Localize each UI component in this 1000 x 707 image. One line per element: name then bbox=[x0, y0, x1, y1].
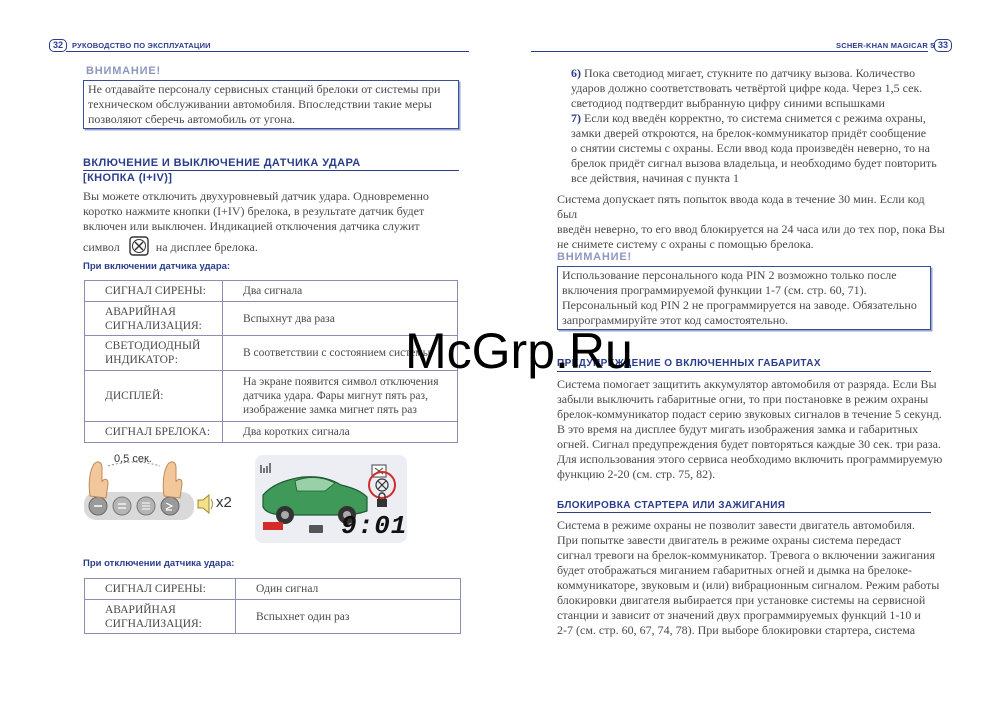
table-cell-value: На экране появится символ отключения датчика удара. Фары мигнут пять раз, изображение замка мигнет пять раз bbox=[223, 371, 458, 422]
left-attention-line: техническом обслуживании автомобиля. Впоследствии такие меры bbox=[88, 97, 432, 111]
battery-icon bbox=[263, 522, 283, 530]
paragraph-line: будет отображаться миганием габаритных огней и дымка на брелоке- bbox=[557, 563, 912, 577]
table-cell-value: Вспыхнут два раза bbox=[223, 302, 458, 336]
paragraph-line: 2-7 (см. стр. 60, 67, 74, 78). При выборе блокировки стартера, система bbox=[557, 623, 916, 637]
step-line: замки дверей откроются, на брелок-коммуникатор придёт сообщение bbox=[571, 126, 927, 140]
paragraph-line: не снимете систему с охраны с помощью брелока. bbox=[557, 237, 814, 251]
table-cell-value: Вспыхнет один раз bbox=[236, 600, 461, 634]
right-attention-line: запрограммируйте этот код самостоятельно. bbox=[562, 313, 789, 327]
sensor-on-title: При включении датчика удара: bbox=[83, 261, 231, 272]
right-attention-line: Персональный код PIN 2 не программируется на заводе. Обязательно bbox=[562, 298, 917, 312]
right-attention-title: ВНИМАНИЕ! bbox=[557, 251, 632, 263]
table-cell-label: ДИСПЛЕЙ: bbox=[85, 371, 223, 422]
shock-sensor-section-subtitle: [КНОПКА (I+IV)] bbox=[83, 172, 173, 184]
paragraph-line: Система помогает защитить аккумулятор автомобиля от разряда. Если Вы bbox=[557, 377, 937, 391]
display-time: 9:01 bbox=[341, 511, 408, 541]
press-time-label: 0,5 сек. bbox=[114, 453, 152, 465]
lights-paragraph bbox=[557, 377, 947, 482]
table-cell-value: Два коротких сигнала bbox=[223, 422, 458, 443]
shock-sensor-intro bbox=[83, 189, 463, 260]
paragraph-line: блокировки двигателя выбирается при установке системы на сервисной bbox=[557, 593, 926, 607]
shock-sensor-section-rule bbox=[83, 170, 459, 171]
left-page-number: 32 bbox=[49, 39, 67, 52]
step-line: светодиод подтвердит выбранную цифру синими вспышками bbox=[571, 96, 885, 110]
intro-line: коротко нажмите кнопки (I+IV) брелока, в результате датчик будет bbox=[83, 204, 425, 218]
table-row bbox=[85, 336, 458, 371]
paragraph-line: забыли выключить габаритные огни, то при постановке в режим охраны bbox=[557, 392, 929, 406]
steps-block bbox=[571, 66, 941, 186]
intro-symbol-before: символ bbox=[83, 239, 120, 254]
sensor-off-title: При отключении датчика удара: bbox=[83, 558, 235, 569]
right-attention-box bbox=[557, 266, 931, 330]
lights-section-title: ПРЕДУПРЕЖДЕНИЕ О ВКЛЮЧЕННЫХ ГАБАРИТАХ bbox=[557, 358, 821, 369]
left-attention-line: позволяют сберечь автомобиль от угона. bbox=[88, 112, 296, 126]
intro-symbol-after: на дисплее брелока. bbox=[155, 239, 258, 254]
table-cell-label: СИГНАЛ БРЕЛОКА: bbox=[85, 422, 223, 443]
table-row bbox=[85, 422, 458, 443]
step-line: ударов должно соответствовать четвёртой цифре кода. Через 1,5 сек. bbox=[571, 81, 923, 95]
table-cell-value: Два сигнала bbox=[223, 281, 458, 302]
table-row bbox=[85, 579, 461, 600]
intro-line-with-symbol bbox=[83, 236, 463, 260]
paragraph-line: коммуникаторе, звуковым и (или) вибрационным сигналом. Режим работы bbox=[557, 578, 940, 592]
table-row bbox=[85, 371, 458, 422]
step-7: 7) Если код введён корректно, то система снимется с режима охраны, bbox=[571, 111, 926, 125]
intro-line: включен или выключен. Индикацией отключения датчика служит bbox=[83, 219, 420, 233]
starter-paragraph bbox=[557, 518, 947, 638]
step-line: все действия, начиная с пункта 1 bbox=[571, 171, 739, 185]
paragraph-line: При попытке завести двигатель в режиме охраны система передаст bbox=[557, 533, 902, 547]
attempts-paragraph bbox=[557, 192, 947, 252]
table-cell-label: АВАРИЙНАЯ СИГНАЛИЗАЦИЯ: bbox=[85, 302, 223, 336]
step-line: о снятии системы с охраны. Если ввод кода произведён неверно, то на bbox=[571, 141, 931, 155]
sensor-on-table bbox=[84, 280, 458, 443]
table-cell-label: АВАРИЙНАЯ СИГНАЛИЗАЦИЯ: bbox=[85, 600, 236, 634]
starter-section-rule bbox=[557, 512, 931, 513]
step-6: 6) Пока светодиод мигает, стукните по датчику вызова. Количество bbox=[571, 66, 916, 80]
paragraph-line: огней. Сигнал предупреждения будет повторяться каждые 30 сек. три раза. bbox=[557, 437, 941, 451]
starter-section-title: БЛОКИРОВКА СТАРТЕРА ИЛИ ЗАЖИГАНИЯ bbox=[557, 500, 786, 511]
left-attention-line: Не отдавайте персоналу сервисных станций брелоки от системы при bbox=[88, 82, 441, 96]
paragraph-line: введён неверно, то его ввод блокируется на 24 часа или до тех пор, пока Вы bbox=[557, 222, 945, 236]
left-attention-title: ВНИМАНИЕ! bbox=[86, 65, 161, 77]
table-cell-value: Один сигнал bbox=[236, 579, 461, 600]
fob-display-illustration bbox=[255, 455, 407, 543]
paragraph-line: Система допускает пять попыток ввода кода в течение 30 мин. Если код был bbox=[557, 192, 925, 221]
shock-sensor-off-icon bbox=[129, 236, 149, 260]
table-cell-label: СВЕТОДИОДНЫЙ ИНДИКАТОР: bbox=[85, 336, 223, 371]
right-page-number: 33 bbox=[934, 39, 952, 52]
right-attention-line: Использование персонального кода PIN 2 возможно только после bbox=[562, 268, 897, 282]
right-header-title: SCHER-KHAN MAGICAR 5 bbox=[836, 41, 935, 50]
paragraph-line: В это время на дисплее будут мигать изображения замка и габаритных bbox=[557, 422, 919, 436]
paragraph-line: Для использования этого сервиса необходимо включить программируемую bbox=[557, 452, 943, 466]
left-header-title: РУКОВОДСТВО ПО ЭКСПЛУАТАЦИИ bbox=[72, 41, 211, 50]
paragraph-line: сигнал тревоги на брелок-коммуникатор. Тревога о включении зажигания bbox=[557, 548, 935, 562]
right-attention-line: включения программируемой функции 1-7 (см. стр. 60, 71). bbox=[562, 283, 867, 297]
watermark: McGrp.Ru bbox=[405, 323, 633, 379]
finger-press-icon bbox=[84, 452, 244, 524]
table-row bbox=[85, 281, 458, 302]
step-line: брелок придёт сигнал вызова владельца, и необходимо будет повторить bbox=[571, 156, 937, 170]
table-row bbox=[85, 302, 458, 336]
paragraph-line: Система в режиме охраны не позволит завести двигатель автомобиля. bbox=[557, 518, 915, 532]
left-attention-box bbox=[83, 80, 459, 129]
paragraph-line: функцию 2-20 (см. стр. 75, 82). bbox=[557, 467, 716, 481]
table-cell-label: СИГНАЛ СИРЕНЫ: bbox=[85, 579, 236, 600]
table-row bbox=[85, 600, 461, 634]
shock-sensor-section-title: ВКЛЮЧЕНИЕ И ВЫКЛЮЧЕНИЕ ДАТЧИКА УДАРА bbox=[83, 157, 361, 169]
intro-line: Вы можете отключить двухуровневый датчик удара. Одновременно bbox=[83, 189, 429, 203]
button-press-illustration bbox=[84, 452, 244, 524]
paragraph-line: станции и зависит от значений двух программируемых функций 1-10 и bbox=[557, 608, 921, 622]
beep-count-label: x2 bbox=[216, 494, 232, 511]
table-cell-value: В соответствии с состоянием системы bbox=[223, 336, 458, 371]
lock-icon bbox=[377, 499, 387, 507]
right-header-rule bbox=[531, 51, 928, 52]
paragraph-line: брелок-коммуникатор подаст серию звуковых сигналов в течение 5 секунд. bbox=[557, 407, 942, 421]
table-cell-label: СИГНАЛ СИРЕНЫ: bbox=[85, 281, 223, 302]
speaker-icon bbox=[196, 492, 216, 516]
sensor-off-table bbox=[84, 578, 461, 634]
left-header-rule bbox=[66, 51, 469, 52]
